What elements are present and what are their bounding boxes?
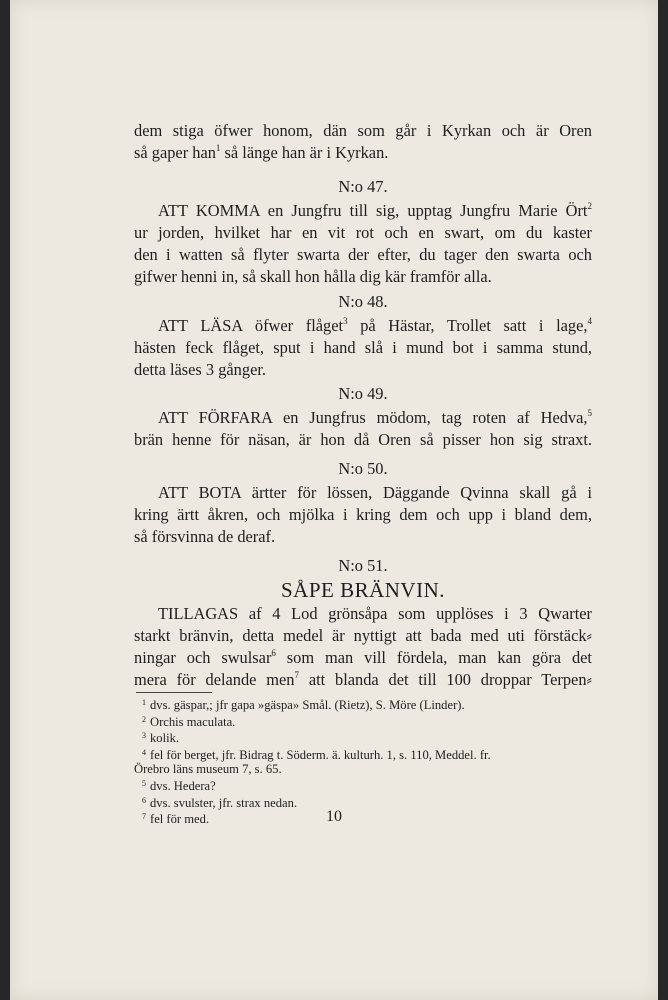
footnote-ref: 5	[587, 408, 592, 418]
text-line: starkt bränvin, detta medel är nyttigt att bada med uti förstäck⸗	[134, 626, 592, 645]
footnote-ref: 2	[587, 201, 592, 211]
scan-left-edge	[0, 0, 10, 1000]
text-line: kring ärtt åkren, och mjölka i kring dem och upp i bland dem,	[134, 505, 592, 524]
section-heading: N:o 50.	[338, 459, 388, 478]
text-line	[134, 647, 592, 669]
footnote-text: dvs. Hedera?	[150, 778, 216, 793]
footnote-text: dvs. gäspar,; jfr gapa »gäspa» Smål. (Rietz), S. Möre (Linder).	[150, 698, 465, 712]
text-fragment: ningar och swulsar	[134, 648, 272, 667]
book-page	[10, 0, 658, 1000]
footnote-number: 6	[142, 795, 146, 805]
footnote-item	[142, 713, 594, 730]
section-51	[134, 555, 592, 691]
footnote-number: 1	[142, 698, 146, 707]
text-fragment: att blanda det till 100 droppar Terpen⸗	[299, 670, 592, 689]
section-47	[134, 176, 592, 288]
text-line	[134, 669, 592, 691]
section-heading: N:o 49.	[338, 384, 388, 403]
text-line	[134, 315, 592, 337]
scan-right-edge	[658, 0, 668, 1000]
footnote-text: Örebro läns museum 7, s. 65.	[134, 762, 282, 777]
section-heading: N:o 47.	[338, 177, 388, 196]
text-line: brän henne för näsan, är hon då Oren så pisser hon sig straxt.	[134, 430, 592, 449]
text-fragment: på Hästar, Trollet satt i lage,	[347, 316, 588, 335]
footnote-number: 3	[142, 731, 146, 741]
footnote-divider	[136, 692, 212, 693]
paragraph-intro	[134, 120, 592, 164]
text-line: dem stiga öfwer honom, dän som går i Kyrkan och är Oren	[134, 121, 592, 140]
text-line: den i watten så flyter swarta der efter, du tager den swarta och	[134, 245, 592, 264]
text-fragment: så länge han är i Kyrkan.	[220, 143, 389, 162]
text-fragment: ATT KOMMA en Jungfru till sig, upptag Jungfru Marie Ört	[158, 201, 588, 220]
section-heading: N:o 48.	[338, 292, 388, 311]
footnote-number: 5	[142, 778, 146, 788]
footnote-number: 2	[142, 714, 146, 724]
footnote-text: fel för berget, jfr. Bidrag t. Söderm. ä. kulturh. 1, s. 110, Meddel. fr.	[150, 747, 491, 762]
footnote-number: 7	[142, 812, 146, 822]
footnote-text: kolik.	[150, 731, 180, 746]
footnote-ref: 1	[215, 143, 221, 153]
text-line: gifwer henni in, så skall hon hålla dig kär framför alla.	[134, 267, 492, 286]
section-49	[134, 383, 592, 451]
text-line	[134, 142, 592, 164]
footnote-ref: 6	[271, 648, 276, 658]
footnote-ref: 7	[294, 670, 299, 680]
text-line	[134, 407, 592, 429]
text-line	[134, 200, 592, 222]
text-line: TILLAGAS af 4 Lod grönsåpa som upplöses i 3 Qwarter	[158, 604, 592, 623]
section-50	[134, 458, 592, 548]
recipe-title: SÅPE BRÄNVIN.	[280, 578, 446, 602]
footnote-text: Orchis maculata.	[150, 714, 236, 729]
section-heading: N:o 51.	[338, 556, 388, 575]
section-48	[134, 291, 592, 381]
footnote-ref: 3	[343, 316, 348, 326]
text-line: ur jorden, hvilket har en vit rot och en swart, om du kaster	[134, 223, 592, 242]
text-fragment: ATT FÖRFARA en Jungfrus mödom, tag roten af Hedva,	[158, 408, 588, 427]
footnote-ref: 4	[587, 316, 592, 326]
text-line: så försvinna de deraf.	[134, 527, 276, 546]
text-line: hästen feck flåget, sput i hand slå i mund bot i samma stund,	[134, 338, 592, 357]
footnote-number: 4	[142, 747, 146, 757]
footnote-item	[142, 696, 594, 713]
text-line: ATT BOTA ärtter för lössen, Däggande Qvinna skall gå i	[158, 483, 592, 502]
text-fragment: som man vill fördela, man kan göra det	[275, 648, 592, 667]
footnote-item	[142, 777, 594, 794]
text-line: detta läses 3 gånger.	[134, 360, 266, 379]
footnote-item	[142, 746, 594, 763]
page-number: 10	[326, 808, 342, 825]
text-fragment: mera för delande men	[134, 670, 295, 689]
footnote-text: fel för med.	[150, 812, 210, 827]
footnote-item	[134, 762, 594, 777]
text-fragment: ATT LÄSA öfwer flåget	[158, 316, 344, 335]
footnote-item	[142, 729, 594, 746]
footnote-text: dvs. svulster, jfr. strax nedan.	[150, 795, 298, 810]
text-fragment: så gaper han	[134, 143, 216, 162]
